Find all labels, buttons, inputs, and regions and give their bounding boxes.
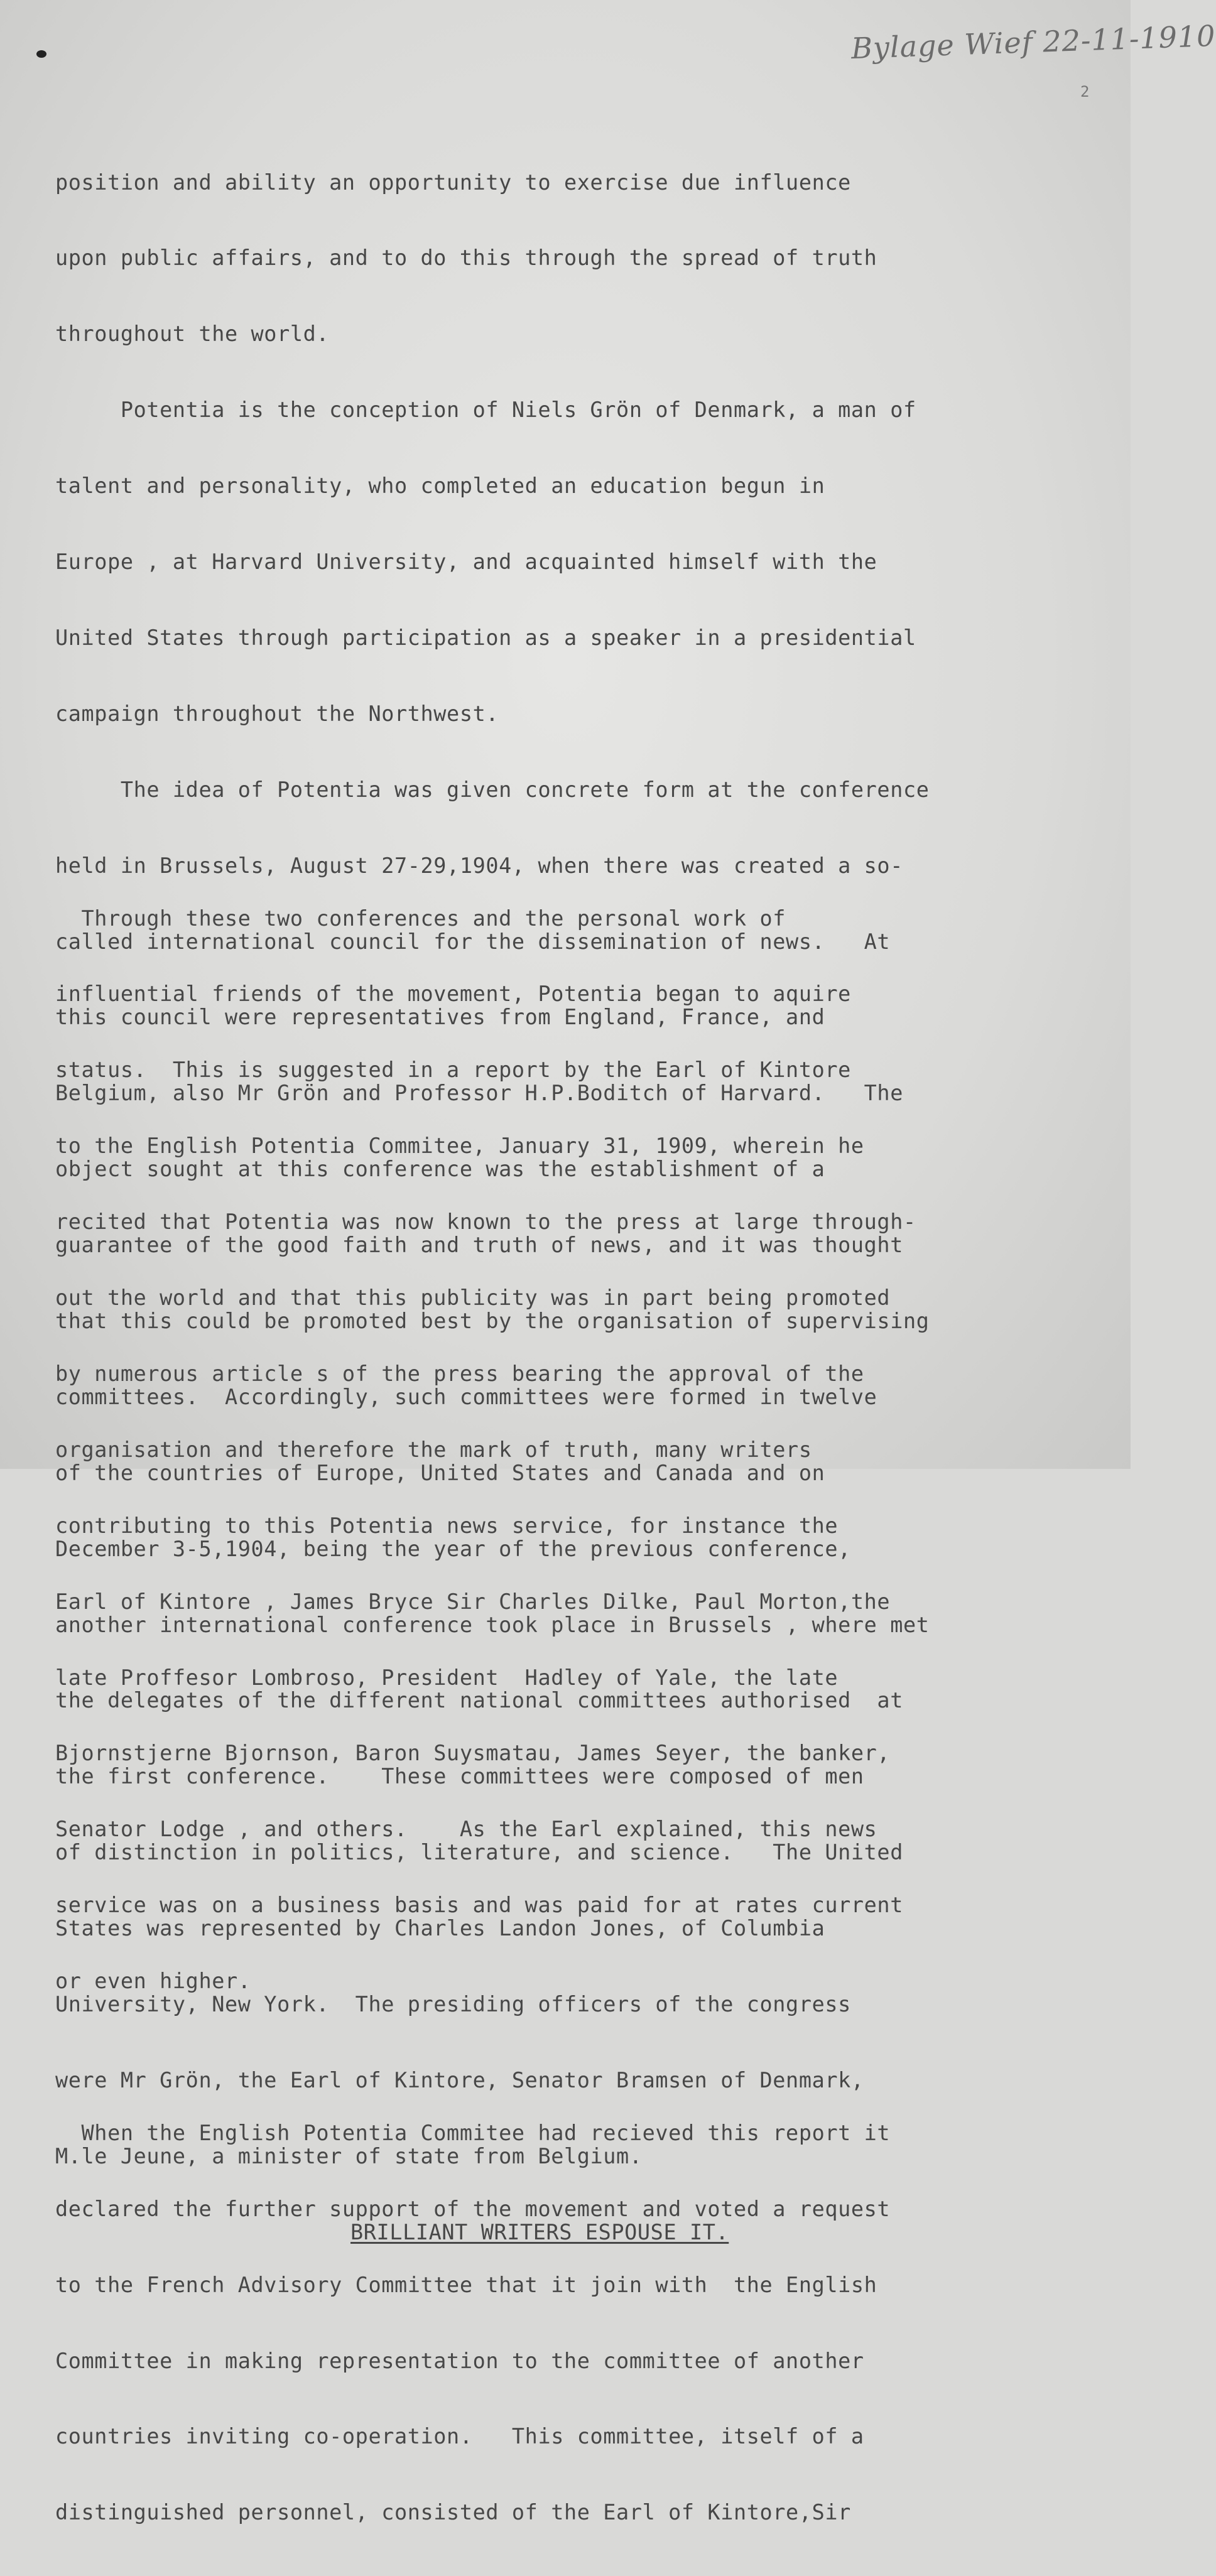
text-line: M.le Jeune, a minister of state from Belgium. xyxy=(55,2143,643,2168)
text-line: Earl of Kintore , James Bryce Sir Charles Dilke, Paul Morton,the xyxy=(55,1589,891,1614)
text-line: University, New York. The presiding officers of the congress xyxy=(55,1991,851,2016)
text-line: to the English Potentia Commitee, January 31, 1909, wherein he xyxy=(55,1134,864,1159)
text-line: Belgium, also Mr Grön and Professor H.P.Boditch of Harvard. The xyxy=(55,1081,903,1106)
text-line: When the English Potentia Commitee had recieved this report it xyxy=(55,2120,891,2145)
text-line: to the French Advisory Committee that it join with the English xyxy=(55,2272,877,2297)
text-line: late Proffesor Lombroso, President Hadley of Yale, the late xyxy=(55,1665,839,1690)
text-line: of distinction in politics, literature, and science. The United xyxy=(55,1840,903,1865)
text-line: committees. Accordingly, such committees were formed in twelve xyxy=(55,1384,877,1409)
text-line: the first conference. These committees were composed of men xyxy=(55,1764,864,1789)
text-line: declared the further support of the movement and voted a request xyxy=(55,2196,891,2221)
text-line: campaign throughout the Northwest. xyxy=(55,701,499,726)
body-text-part2 xyxy=(55,855,1010,2576)
text-line: Potentia is the conception of Niels Grön of Denmark, a man of xyxy=(55,398,916,423)
text-line: held in Brussels, August 27-29,1904, when there was created a so- xyxy=(55,853,903,878)
text-line: were Mr Grön, the Earl of Kintore, Senator Bramsen of Denmark, xyxy=(55,2067,864,2092)
text-line: another international conference took place in Brussels , where met xyxy=(55,1612,930,1637)
text-line: Committee in making representation to the committee of another xyxy=(55,2348,864,2373)
text-line xyxy=(55,2045,1010,2070)
text-line: Bjornstjerne Bjornson, Baron Suysmatau, James Seyer, the banker, xyxy=(55,1741,891,1766)
text-line: States was represented by Charles Landon Jones, of Columbia xyxy=(55,1916,825,1941)
text-line: upon public affairs, and to do this through the spread of truth xyxy=(55,246,877,271)
text-line: Senator Lodge , and others. As the Earl explained, this news xyxy=(55,1817,877,1842)
text-line: talent and personality, who completed an education begun in xyxy=(55,474,825,499)
text-line: December 3-5,1904, being the year of the previous conference, xyxy=(55,1536,851,1561)
text-line: or even higher. xyxy=(55,1969,251,1994)
text-line: distinguished personnel, consisted of the Earl of Kintore,Sir xyxy=(55,2500,851,2525)
text-line: United States through participation as a speaker in a presidential xyxy=(55,625,916,650)
text-line: guarantee of the good faith and truth of news, and it was thought xyxy=(55,1233,903,1258)
text-line: of the countries of Europe, United States and Canada and on xyxy=(55,1460,825,1485)
section-heading: BRILLIANT WRITERS ESPOUSE IT. xyxy=(350,2219,729,2244)
text-line: contributing to this Potentia news service, for instance the xyxy=(55,1513,839,1538)
text-line: this council were representatives from England, France, and xyxy=(55,1005,825,1030)
text-line: object sought at this conference was the establishment of a xyxy=(55,1157,825,1182)
page-number: 2 xyxy=(1080,83,1090,100)
text-line: status. This is suggested in a report by the Earl of Kintore xyxy=(55,1058,851,1083)
text-line: organisation and therefore the mark of truth, many writers xyxy=(55,1437,812,1462)
ink-blot xyxy=(36,50,46,58)
text-line: the delegates of the different national committees authorised at xyxy=(55,1688,903,1713)
text-line: The idea of Potentia was given concrete form at the conference xyxy=(55,777,930,802)
text-line: position and ability an opportunity to exercise due influence xyxy=(55,170,851,195)
text-line: called international council for the dissemination of news. At xyxy=(55,929,891,954)
text-line: out the world and that this publicity was in part being promoted xyxy=(55,1285,891,1311)
text-line: recited that Potentia was now known to the press at large through- xyxy=(55,1210,916,1235)
text-line: influential friends of the movement, Potentia began to aquire xyxy=(55,982,851,1007)
text-line: throughout the world. xyxy=(55,322,330,347)
text-line: Europe , at Harvard University, and acquainted himself with the xyxy=(55,549,877,575)
text-line: that this could be promoted best by the organisation of supervising xyxy=(55,1308,930,1333)
handwritten-annotation: Bylage Wief 22-11-1910 xyxy=(850,18,1216,66)
text-line: service was on a business basis and was paid for at rates current xyxy=(55,1893,903,1918)
text-line: countries inviting co-operation. This committee, itself of a xyxy=(55,2424,864,2449)
text-line: by numerous article s of the press bearing the approval of the xyxy=(55,1361,864,1386)
text-line: Through these two conferences and the personal work of xyxy=(55,906,786,931)
